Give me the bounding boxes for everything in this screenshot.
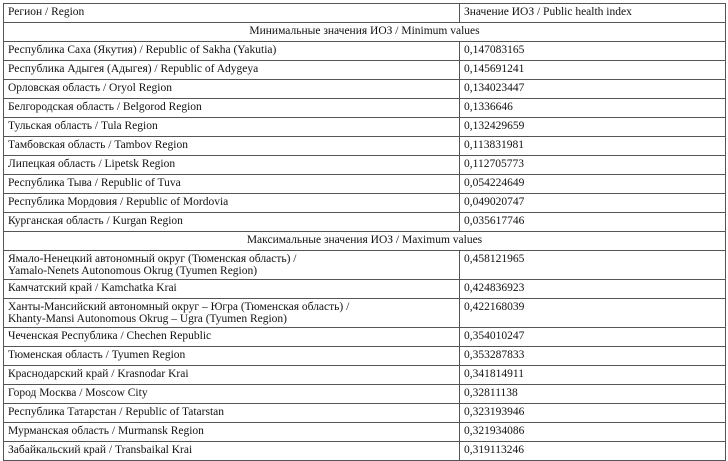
index-value-cell: 0,145691241: [460, 61, 726, 80]
table-row: [4, 423, 726, 442]
table-row: [4, 175, 726, 194]
region-name: Камчатский край / Kamchatka Krai: [8, 282, 177, 294]
region-name: Город Москва / Moscow City: [8, 387, 148, 399]
header-index: Значение ИОЗ / Public health index: [460, 4, 726, 23]
region-name: Ямало-Ненецкий автономный округ (Тюменская область) /: [8, 253, 297, 265]
table-row: [4, 156, 726, 175]
index-value-cell: 0,32811138: [460, 385, 726, 404]
index-value-cell: 0,424836923: [460, 280, 726, 299]
region-cell: [4, 61, 460, 80]
section-header-row: [4, 232, 726, 251]
index-value-cell: 0,354010247: [460, 328, 726, 347]
region-name: Республика Адыгея (Адыгея) / Republic of Adygeya: [8, 63, 259, 75]
region-cell: [4, 118, 460, 137]
table-row: [4, 80, 726, 99]
region-cell: [4, 42, 460, 61]
table-row: [4, 61, 726, 80]
table-row: [4, 118, 726, 137]
region-name: Khanty-Mansi Autonomous Okrug – Ugra (Tyumen Region): [8, 313, 287, 325]
region-name: Орловская область / Oryol Region: [8, 82, 172, 94]
index-value-cell: 0,319113246: [460, 442, 726, 461]
table-row: [4, 194, 726, 213]
health-index-table: [3, 3, 726, 461]
region-name: Тюменская область / Tyumen Region: [8, 349, 186, 361]
index-value-cell: 0,113831981: [460, 137, 726, 156]
region-name: Ханты-Мансийский автономный округ – Югра (Тюменская область) /: [8, 301, 350, 313]
region-cell: [4, 404, 460, 423]
region-name: Белгородская область / Belgorod Region: [8, 101, 202, 113]
region-name: Республика Мордовия / Republic of Mordovia: [8, 196, 229, 208]
index-value-cell: 0,112705773: [460, 156, 726, 175]
region-cell: [4, 175, 460, 194]
region-cell: [4, 423, 460, 442]
table-row: [4, 442, 726, 461]
region-name: Тамбовская область / Tambov Region: [8, 139, 188, 151]
index-value-cell: 0,422168039: [460, 299, 726, 328]
region-cell: [4, 347, 460, 366]
region-cell: [4, 442, 460, 461]
region-name: Забайкальский край / Transbaikal Krai: [8, 444, 193, 456]
table-row: [4, 385, 726, 404]
table-row: [4, 366, 726, 385]
region-cell: [4, 299, 460, 328]
index-value-cell: 0,054224649: [460, 175, 726, 194]
region-name: Республика Тыва / Republic of Tuva: [8, 177, 181, 189]
table-row: [4, 280, 726, 299]
index-value-cell: 0,323193946: [460, 404, 726, 423]
table-row: [4, 347, 726, 366]
region-cell: [4, 80, 460, 99]
header-region: Регион / Region: [4, 4, 460, 23]
region-cell: [4, 99, 460, 118]
region-cell: [4, 251, 460, 280]
region-cell: [4, 213, 460, 232]
index-value-cell: 0,1336646: [460, 99, 726, 118]
region-cell: [4, 385, 460, 404]
index-value-cell: 0,341814911: [460, 366, 726, 385]
index-value-cell: 0,035617746: [460, 213, 726, 232]
index-value-cell: 0,147083165: [460, 42, 726, 61]
table-body: [4, 4, 726, 461]
region-name: Краснодарский край / Krasnodar Krai: [8, 368, 189, 380]
region-name: Курганская область / Kurgan Region: [8, 215, 183, 227]
table-row: [4, 251, 726, 280]
region-name: Yamalo-Nenets Autonomous Okrug (Tyumen Region): [8, 265, 258, 277]
table-row: [4, 213, 726, 232]
table-row: [4, 99, 726, 118]
index-value-cell: 0,353287833: [460, 347, 726, 366]
table-row: [4, 404, 726, 423]
index-value-cell: 0,049020747: [460, 194, 726, 213]
section-title: Максимальные значения ИОЗ / Maximum values: [4, 232, 726, 251]
region-name: Тульская область / Tula Region: [8, 120, 158, 132]
region-name: Республика Саха (Якутия) / Republic of Sakha (Yakutia): [8, 44, 277, 56]
region-cell: [4, 328, 460, 347]
index-value-cell: 0,132429659: [460, 118, 726, 137]
table-container: [3, 3, 725, 461]
region-name: Мурманская область / Murmansk Region: [8, 425, 204, 437]
region-cell: [4, 280, 460, 299]
region-cell: [4, 137, 460, 156]
region-cell: [4, 194, 460, 213]
index-value-cell: 0,134023447: [460, 80, 726, 99]
region-name: Чеченская Республика / Chechen Republic: [8, 330, 212, 342]
region-cell: [4, 366, 460, 385]
section-header-row: [4, 23, 726, 42]
region-name: Республика Татарстан / Republic of Tatarstan: [8, 406, 225, 418]
region-cell: [4, 156, 460, 175]
index-value-cell: 0,458121965: [460, 251, 726, 280]
index-value-cell: 0,321934086: [460, 423, 726, 442]
region-name: Липецкая область / Lipetsk Region: [8, 158, 176, 170]
table-row: [4, 328, 726, 347]
table-row: [4, 299, 726, 328]
table-row: [4, 42, 726, 61]
section-title: Минимальные значения ИОЗ / Minimum values: [4, 23, 726, 42]
header-row: [4, 4, 726, 23]
table-row: [4, 137, 726, 156]
